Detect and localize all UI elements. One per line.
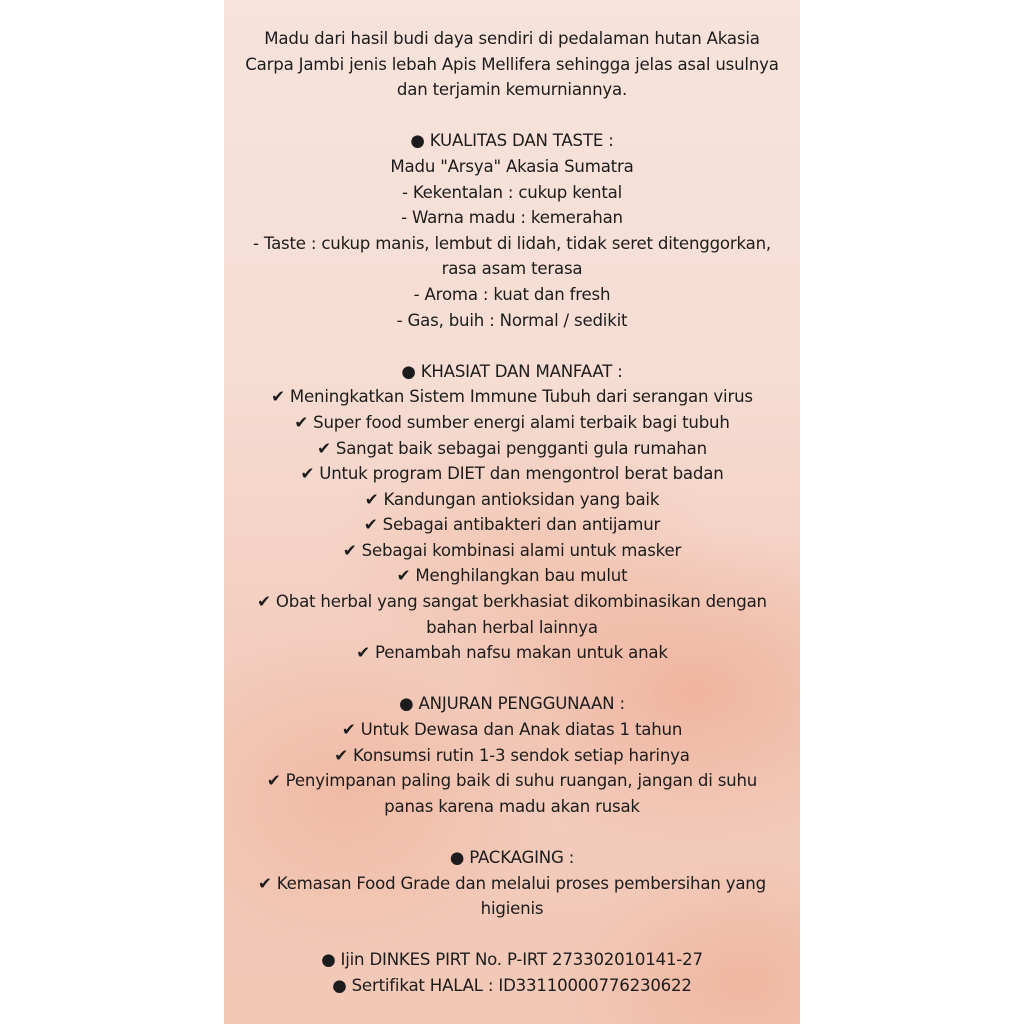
- anjuran-item: ✔ Untuk Dewasa dan Anak diatas 1 tahun: [341, 720, 683, 740]
- khasiat-item: ✔ Sebagai kombinasi alami untuk masker: [342, 540, 682, 560]
- spacer: [224, 922, 800, 948]
- khasiat-item: ✔ Meningkatkan Sistem Immune Tubuh dari serangan virus: [271, 387, 753, 407]
- khasiat-item: ✔ Sebagai antibakteri dan antijamur: [363, 515, 661, 535]
- anjuran-section: [224, 691, 800, 819]
- kualitas-line: - Kekentalan : cukup kental: [401, 182, 623, 202]
- anjuran-item: ✔ Penyimpanan paling baik di suhu ruangan, jangan di suhu: [266, 771, 758, 791]
- khasiat-item: ✔ Super food sumber energi alami terbaik bagi tubuh: [294, 412, 730, 432]
- intro-paragraph: [224, 26, 800, 103]
- packaging-heading: ● PACKAGING :: [449, 848, 575, 867]
- packaging-section: [224, 845, 800, 922]
- legal-section: [224, 947, 800, 998]
- spacer: [224, 666, 800, 692]
- kualitas-heading: ● KUALITAS DAN TASTE :: [410, 131, 614, 151]
- khasiat-item: ✔ Penambah nafsu makan untuk anak: [356, 643, 668, 663]
- kualitas-line: - Aroma : kuat dan fresh: [413, 284, 611, 304]
- intro-line: Madu dari hasil budi daya sendiri di pedalaman hutan Akasia: [264, 29, 760, 48]
- kualitas-line: - Gas, buih : Normal / sedikit: [396, 310, 628, 330]
- packaging-item: higienis: [480, 899, 544, 919]
- khasiat-item: ✔ Obat herbal yang sangat berkhasiat dikombinasikan dengan: [257, 592, 767, 612]
- intro-line: Carpa Jambi jenis lebah Apis Mellifera sehingga jelas asal usulnya: [245, 54, 779, 74]
- khasiat-item: ✔ Untuk program DIET dan mengontrol berat badan: [300, 464, 724, 484]
- anjuran-item: ✔ Konsumsi rutin 1-3 sendok setiap harinya: [334, 745, 690, 765]
- spacer: [224, 819, 800, 845]
- kualitas-section: [224, 128, 800, 333]
- anjuran-heading: ● ANJURAN PENGGUNAAN :: [399, 694, 625, 714]
- kualitas-line: Madu "Arsya" Akasia Sumatra: [390, 156, 634, 176]
- khasiat-section: [224, 359, 800, 666]
- halal-certificate: ● Sertifikat HALAL : ID33110000776230622: [332, 975, 692, 995]
- spacer: [224, 103, 800, 129]
- kualitas-line: rasa asam terasa: [441, 259, 583, 279]
- pirt-license: ● Ijin DINKES PIRT No. P-IRT 273302010141-27: [321, 950, 703, 970]
- product-description: [224, 26, 800, 999]
- intro-line: dan terjamin kemurniannya.: [396, 80, 628, 100]
- kualitas-line: - Warna madu : kemerahan: [401, 208, 623, 228]
- khasiat-item: ✔ Kandungan antioksidan yang baik: [364, 489, 660, 509]
- anjuran-item: panas karena madu akan rusak: [384, 796, 640, 816]
- khasiat-item: ✔ Menghilangkan bau mulut: [396, 566, 628, 586]
- khasiat-heading: ● KHASIAT DAN MANFAAT :: [401, 361, 623, 381]
- spacer: [224, 333, 800, 359]
- packaging-item: ✔ Kemasan Food Grade dan melalui proses pembersihan yang: [258, 873, 766, 893]
- kualitas-line: - Taste : cukup manis, lembut di lidah, tidak seret ditenggorkan,: [253, 233, 771, 253]
- content-panel: [224, 0, 800, 1024]
- khasiat-item: bahan herbal lainnya: [426, 617, 598, 637]
- khasiat-item: ✔ Sangat baik sebagai pengganti gula rumahan: [317, 438, 707, 458]
